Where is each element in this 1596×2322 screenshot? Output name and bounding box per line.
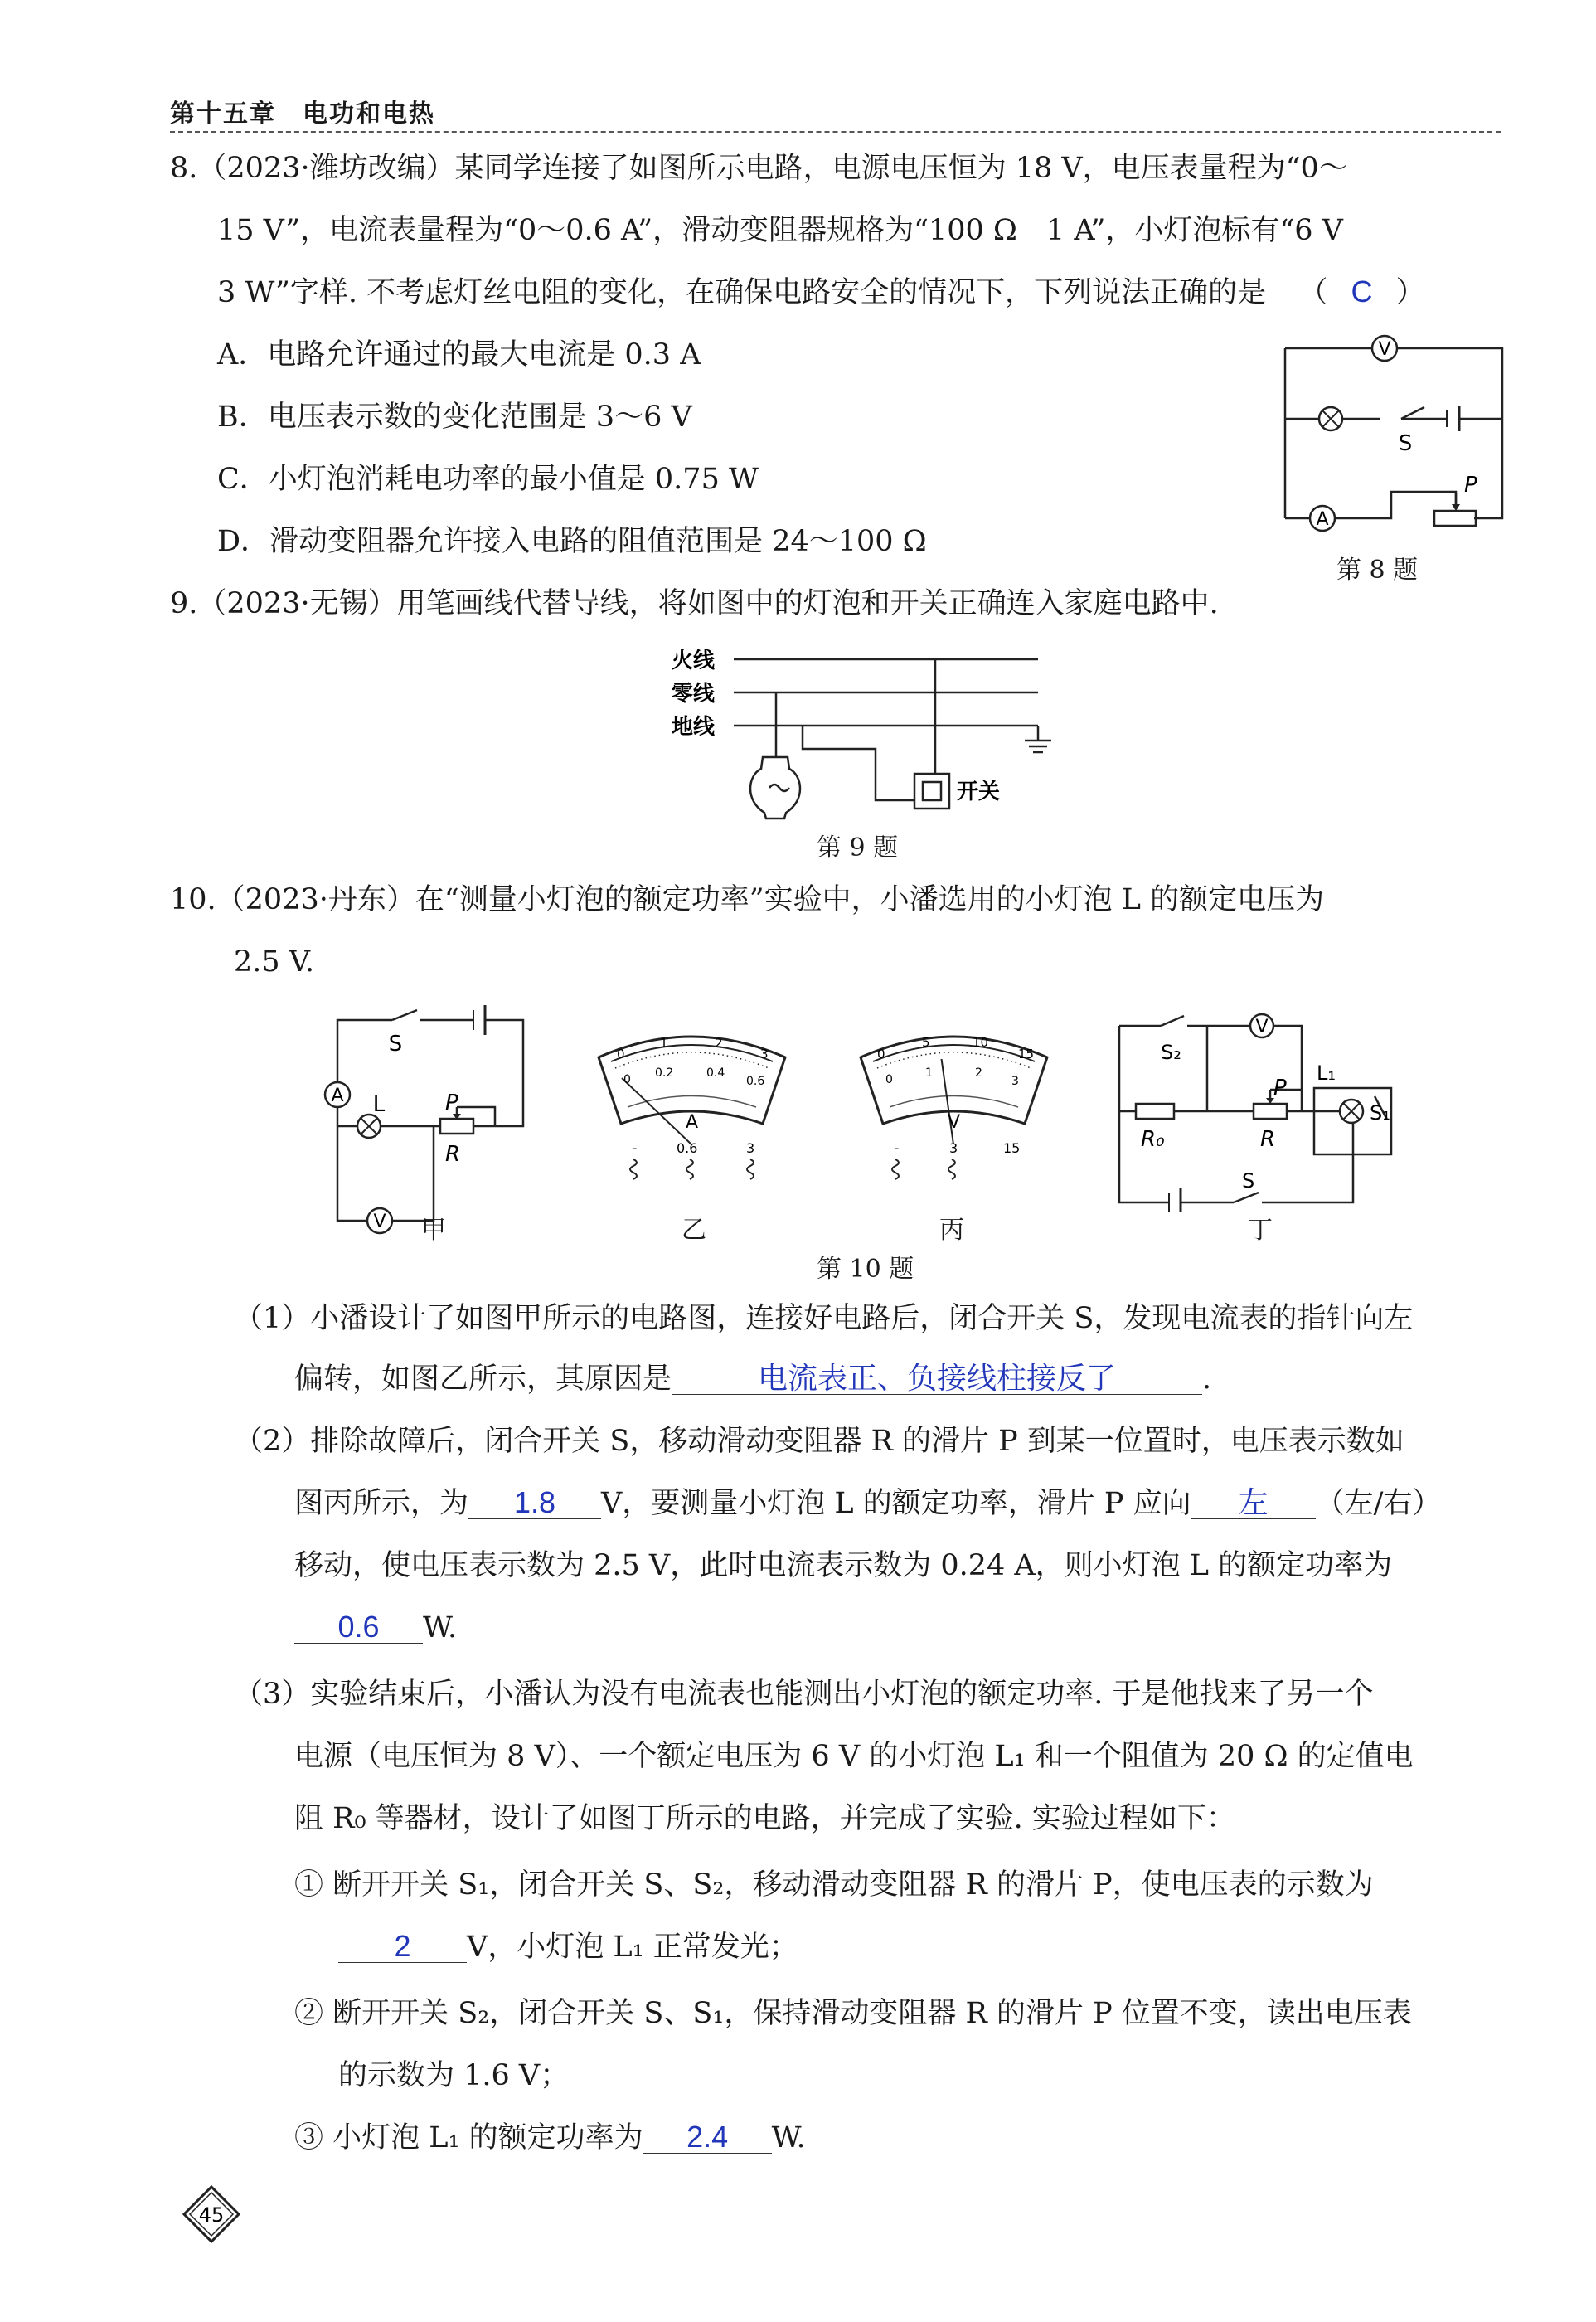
q10-sub2-line2a: 图丙所示，为 — [294, 1487, 469, 1520]
bing-top-5: 5 — [922, 1035, 930, 1050]
bing-unit: V — [948, 1112, 961, 1133]
q10-step2-line2: 的示数为 1.6 V； — [338, 2059, 570, 2092]
q10-sub2-line4-suffix: W. — [423, 1611, 457, 1644]
q10-sub1-prefix: 偏转，如图乙所示，其原因是 — [294, 1363, 672, 1396]
chapter-header: 第十五章 电功和电热 — [170, 100, 435, 129]
yi-top-3: 3 — [760, 1047, 769, 1061]
yi-top-2: 2 — [715, 1036, 723, 1051]
page-number-badge — [182, 2185, 240, 2243]
q8-circuit-figure — [1269, 328, 1517, 585]
jia-lamp-label: L — [372, 1092, 386, 1117]
q8-line1: 8.（2023·潍坊改编）某同学连接了如图所示电路，电源电压恒为 18 V，电压表量程为“0～ — [170, 152, 1348, 185]
q10-line2: 2.5 V. — [234, 945, 315, 979]
bing-top-15: 15 — [1018, 1047, 1035, 1061]
q10-sub2-voltage-answer: 1.8 — [468, 1487, 601, 1519]
q9-text: 9.（2023·无锡）用笔画线代替导线，将如图中的灯泡和开关正确连入家庭电路中. — [170, 587, 1219, 620]
q8-ammeter-label: A — [1316, 509, 1329, 530]
q8-option-a: A．电路允许通过的最大电流是 0.3 A — [217, 338, 701, 372]
yi-label: 乙 — [682, 1216, 706, 1245]
q10-sub2-line1: （2）排除故障后，闭合开关 S，移动滑动变阻器 R 的滑片 P 到某一位置时，电压表示数如 — [234, 1425, 1404, 1458]
q10-step3-prefix: ③ 小灯泡 L₁ 的额定功率为 — [294, 2121, 643, 2154]
q10-step3-suffix: W. — [771, 2121, 806, 2154]
q8-switch-label: S — [1398, 431, 1413, 456]
yi-terminal-06: 0.6 — [677, 1140, 698, 1156]
ding-s2-label: S₂ — [1161, 1041, 1181, 1064]
q10-sub3-line1: （3）实验结束后，小潘认为没有电流表也能测出小灯泡的额定功率. 于是他找来了另一个 — [234, 1678, 1374, 1711]
ding-r0-label: R₀ — [1141, 1127, 1165, 1152]
jia-label: 甲 — [421, 1216, 446, 1245]
q8-option-c: C．小灯泡消耗电功率的最小值是 0.75 W — [217, 463, 759, 496]
ding-r-label: R — [1260, 1127, 1276, 1152]
q10-fig-yi-ammeter — [590, 1028, 793, 1202]
jia-resistor-label: R — [445, 1142, 461, 1167]
ding-label: 丁 — [1248, 1216, 1273, 1245]
yi-bottom-06: 0.6 — [746, 1075, 765, 1088]
q10-sub1-line1: （1）小潘设计了如图甲所示的电路图，连接好电路后，闭合开关 S，发现电流表的指针向左 — [234, 1302, 1414, 1335]
q10-fig-jia — [319, 1003, 535, 1244]
q10-sub2-direction-answer: 左 — [1191, 1487, 1316, 1519]
q9-ground-label: 地线 — [672, 715, 716, 740]
jia-slider-label: P — [445, 1091, 458, 1115]
bing-top-10: 10 — [973, 1035, 989, 1050]
q9-caption: 第 9 题 — [817, 833, 899, 862]
q10-step1-line2-text: V，小灯泡 L₁ 正常发光； — [467, 1931, 798, 1964]
ding-l1-label: L₁ — [1317, 1061, 1336, 1085]
ding-s-label: S — [1242, 1169, 1255, 1193]
q8-line3 — [217, 276, 1425, 309]
yi-terminal-3: 3 — [746, 1140, 755, 1156]
q10-sub3-line3: 阻 R₀ 等器材，设计了如图丁所示的电路，并完成了实验. 实验过程如下： — [294, 1802, 1235, 1835]
q10-fig-bing-voltmeter — [852, 1028, 1055, 1202]
q10-sub2-line2b: V，要测量小灯泡 L 的额定功率，滑片 P 应向 — [601, 1487, 1191, 1520]
ding-p-label: P — [1273, 1076, 1287, 1100]
q9-switch-label: 开关 — [957, 780, 1001, 804]
q8-line2: 15 V”，电流表量程为“0～0.6 A”，滑动变阻器规格为“100 Ω 1 A”，小灯泡标有“6 V — [217, 214, 1343, 247]
q10-step1-line2 — [338, 1931, 798, 1964]
bing-bottom-1: 1 — [925, 1066, 933, 1080]
header-divider — [170, 131, 1501, 133]
jia-voltmeter-label: V — [373, 1212, 386, 1232]
bing-terminal-3: 3 — [949, 1140, 958, 1156]
q10-step1-line1: ① 断开开关 S₁，闭合开关 S、S₂，移动滑动变阻器 R 的滑片 P，使电压表的示数为 — [294, 1868, 1374, 1902]
yi-bottom-0: 0 — [623, 1073, 631, 1086]
bing-bottom-0: 0 — [885, 1073, 893, 1086]
q10-caption: 第 10 题 — [817, 1255, 914, 1284]
q10-sub2-power-answer: 0.6 — [294, 1611, 423, 1644]
q10-step3-answer: 2.4 — [643, 2121, 772, 2154]
q8-bracket-close: ） — [1395, 276, 1425, 309]
q10-step2-line1: ② 断开开关 S₂，闭合开关 S、S₁，保持滑动变阻器 R 的滑片 P 位置不变，读出电压表 — [294, 1997, 1412, 2030]
q10-sub1-suffix: . — [1202, 1363, 1212, 1396]
q9-household-circuit — [663, 643, 1061, 829]
q8-option-b: B．电压表示数的变化范围是 3～6 V — [217, 401, 692, 434]
q8-slider-label: P — [1464, 473, 1477, 498]
jia-ammeter-label: A — [331, 1086, 344, 1106]
q8-option-d: D．滑动变阻器允许接入电路的阻值范围是 24～100 Ω — [217, 525, 927, 558]
q10-sub2-line2 — [294, 1487, 1441, 1520]
q10-sub2-line4 — [294, 1611, 457, 1644]
q8-caption: 第 8 题 — [1336, 556, 1419, 585]
q10-line1: 10.（2023·丹东）在“测量小灯泡的额定功率”实验中，小潘选用的小灯泡 L 的额定电压为 — [170, 883, 1325, 916]
q8-voltmeter-label: V — [1378, 339, 1391, 360]
ding-s1-label: S₁ — [1370, 1101, 1390, 1125]
q10-step3 — [294, 2121, 806, 2154]
q10-fig-ding — [1111, 1013, 1414, 1212]
q10-step1-answer: 2 — [338, 1931, 467, 1963]
jia-switch-label: S — [388, 1032, 403, 1057]
bing-terminal-neg: - — [894, 1139, 900, 1157]
yi-top-0: 0 — [617, 1047, 625, 1061]
q9-neutral-label: 零线 — [672, 682, 716, 707]
q10-sub1-answer: 电流表正、负接线柱接反了 — [672, 1363, 1202, 1395]
yi-unit: A — [686, 1112, 699, 1133]
ding-voltmeter-label: V — [1255, 1017, 1269, 1037]
page-number: 45 — [198, 2203, 225, 2227]
yi-bottom-04: 0.4 — [706, 1066, 725, 1080]
bing-label: 丙 — [939, 1216, 964, 1245]
bing-top-0: 0 — [877, 1047, 885, 1061]
q10-sub1-line2 — [294, 1363, 1211, 1396]
q10-sub2-line3: 移动，使电压表示数为 2.5 V，此时电流表示数为 0.24 A，则小灯泡 L 的额定功率为 — [294, 1549, 1393, 1582]
yi-bottom-02: 0.2 — [655, 1066, 674, 1080]
yi-top-1: 1 — [660, 1036, 668, 1051]
q8-answer: C — [1351, 274, 1373, 308]
q8-line3-text: 3 W”字样. 不考虑灯丝电阻的变化，在确保电路安全的情况下，下列说法正确的是 — [217, 276, 1267, 309]
q9-live-label: 火线 — [672, 649, 716, 673]
bing-bottom-2: 2 — [975, 1066, 982, 1080]
bing-terminal-15: 15 — [1003, 1140, 1021, 1156]
q10-sub3-line2: 电源（电压恒为 8 V）、一个额定电压为 6 V 的小灯泡 L₁ 和一个阻值为 20 Ω 的定值电 — [294, 1740, 1414, 1773]
q10-sub2-line2c: （左/右） — [1315, 1487, 1442, 1520]
yi-terminal-neg: - — [632, 1139, 638, 1157]
bing-bottom-3: 3 — [1011, 1075, 1019, 1088]
q8-bracket-open: （ — [1298, 276, 1328, 309]
